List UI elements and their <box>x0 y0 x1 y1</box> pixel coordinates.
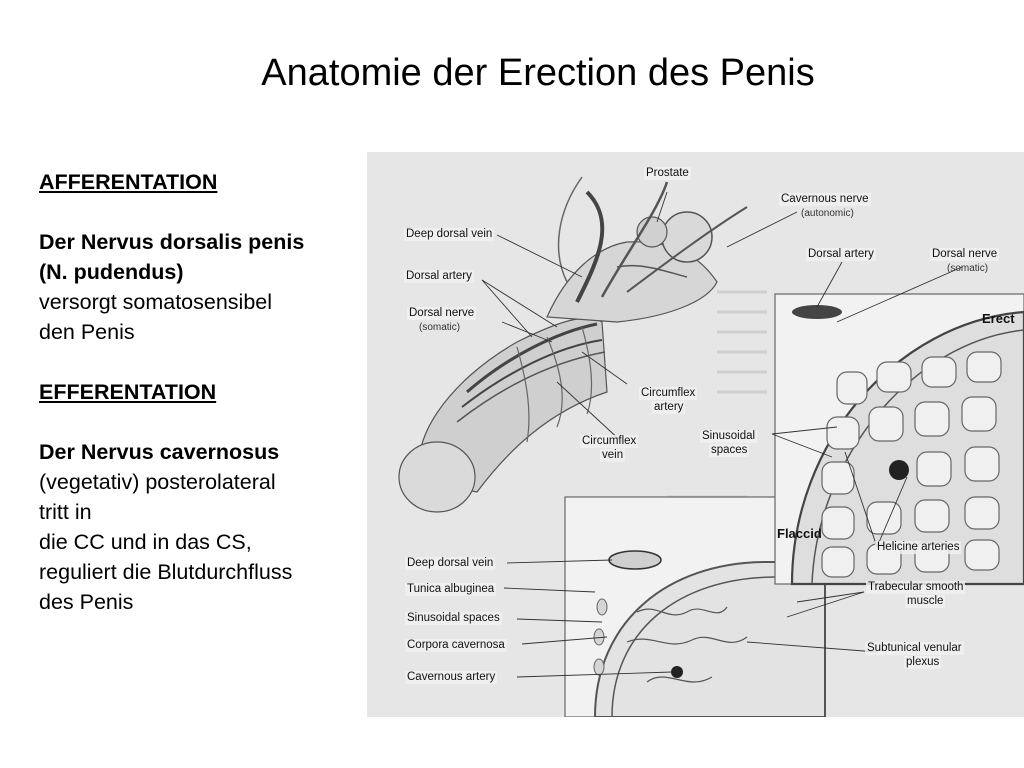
label-trabecular-1: Trabecular smooth <box>868 581 964 593</box>
afferent-line-2: (N. pudendus) <box>39 260 184 284</box>
label-subtunical-1: Subtunical venular <box>867 642 962 654</box>
label-deep-dorsal-vein-top: Deep dorsal vein <box>406 228 493 240</box>
label-sinusoidal-spaces-right-2: spaces <box>711 444 748 456</box>
label-trabecular-2: muscle <box>907 595 944 607</box>
label-tunica-albuginea: Tunica albuginea <box>407 583 495 595</box>
label-deep-dorsal-vein-bottom: Deep dorsal vein <box>407 557 494 569</box>
label-circumflex-artery-2: artery <box>654 401 684 413</box>
label-erect: Erect <box>982 311 1015 326</box>
label-sinusoidal-spaces-right-1: Sinusoidal <box>702 430 756 442</box>
efferent-line-6: des Penis <box>39 590 134 614</box>
label-flaccid: Flaccid <box>777 526 822 541</box>
label-circumflex-artery-1: Circumflex <box>641 387 696 399</box>
label-cavernous-artery: Cavernous artery <box>407 671 496 683</box>
efferent-heading: EFFERENTATION <box>39 380 217 404</box>
label-corpora-cavernosa: Corpora cavernosa <box>407 639 505 651</box>
label-cavernous-nerve-sub: (autonomic) <box>801 208 854 219</box>
efferent-line-5: reguliert die Blutdurchfluss <box>39 560 293 584</box>
afferent-heading: AFFERENTATION <box>39 170 218 194</box>
label-dorsal-nerve-left: Dorsal nerve <box>409 307 475 319</box>
label-circumflex-vein-1: Circumflex <box>582 435 637 447</box>
afferent-line-1: Der Nervus dorsalis penis <box>39 230 305 254</box>
label-subtunical-2: plexus <box>906 656 940 668</box>
label-helicine-arteries: Helicine arteries <box>877 541 960 553</box>
label-cavernous-nerve: Cavernous nerve <box>781 193 869 205</box>
penis-body <box>399 318 607 512</box>
efferent-line-2: (vegetativ) posterolateral <box>39 470 276 494</box>
afferent-line-4: den Penis <box>39 320 135 344</box>
label-sinusoidal-spaces-bottom: Sinusoidal spaces <box>407 612 500 624</box>
label-dorsal-artery-right: Dorsal artery <box>808 248 874 260</box>
label-prostate: Prostate <box>646 167 689 179</box>
efferent-line-3: tritt in <box>39 500 92 524</box>
anatomy-figure <box>367 152 1024 717</box>
label-dorsal-artery-left: Dorsal artery <box>406 270 472 282</box>
slide-title: Anatomie der Erection des Penis <box>261 52 815 94</box>
efferent-line-4: die CC und in das CS, <box>39 530 252 554</box>
label-circumflex-vein-2: vein <box>602 449 624 461</box>
label-dorsal-nerve-right-sub: (somatic) <box>947 263 989 274</box>
efferent-line-1: Der Nervus cavernosus <box>39 440 280 464</box>
label-dorsal-nerve-left-sub: (somatic) <box>419 322 461 333</box>
text-block <box>39 167 359 617</box>
prostate-structure <box>547 177 747 322</box>
label-dorsal-nerve-right: Dorsal nerve <box>932 248 998 260</box>
afferent-line-3: versorgt somatosensibel <box>39 290 273 314</box>
